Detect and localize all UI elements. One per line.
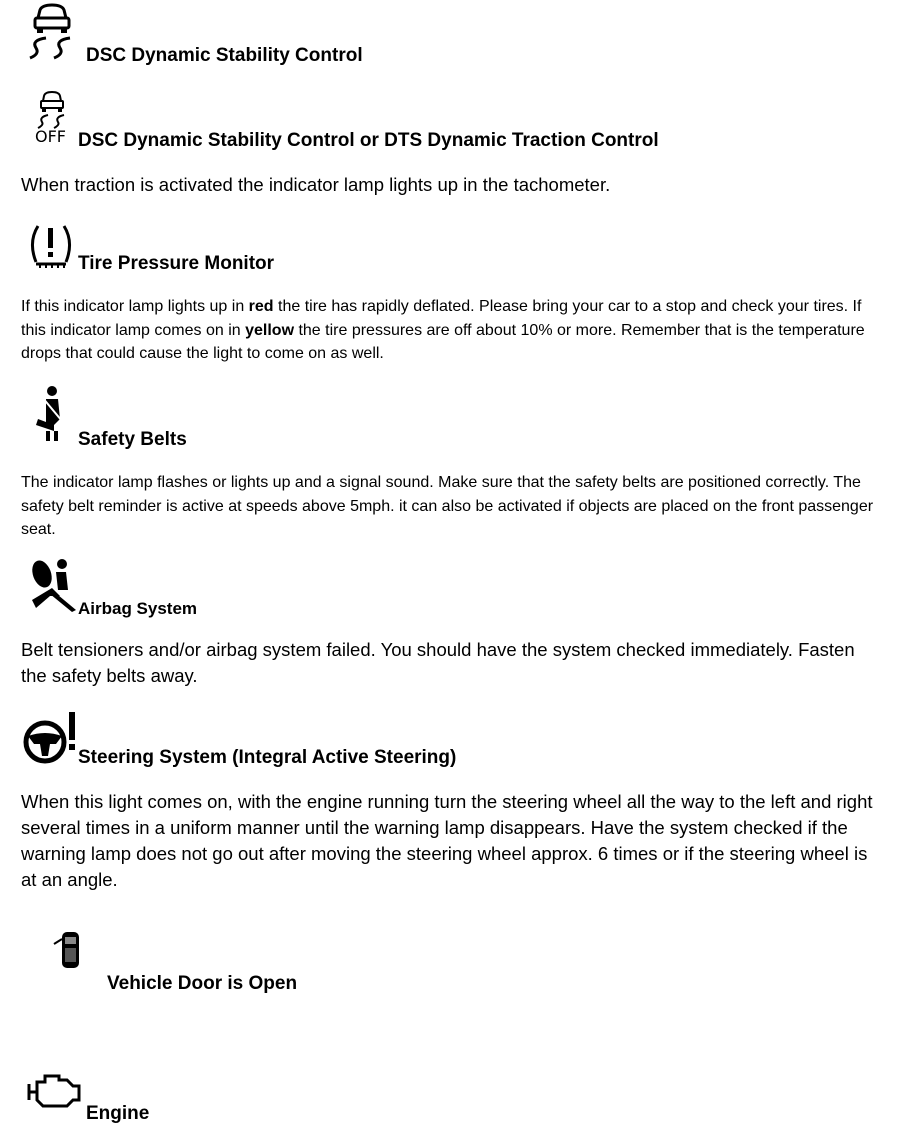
section-body-safety-belts: The indicator lamp flashes or lights up and a signal sound. Make sure that the safety belts are positioned correctly. The safety belt reminder is active at speeds above 5mph. it can also be activated if objects are placed on the front passenger seat.: [21, 474, 874, 538]
section-title-tire-pressure: Tire Pressure Monitor: [78, 253, 275, 274]
dsc-icon: [26, 2, 78, 62]
dsc-off-icon-label: OFF: [35, 127, 66, 146]
engine-icon: [25, 1068, 85, 1110]
seat-belt-icon: [32, 385, 72, 445]
section-body-dsc-dts: When traction is activated the indicator lamp lights up in the tachometer.: [21, 174, 611, 195]
section-title-steering: Steering System (Integral Active Steering): [78, 747, 457, 768]
door-open-icon: [52, 930, 82, 970]
section-body-steering: When this light comes on, with the engine running turn the steering wheel all the way to the left and right several times in a uniform manner until the warning lamp disappears. Have the system checked if the warning lamp does not go out after moving the steering wheel approx. 6 times or if the steering wheel is at an angle.: [21, 791, 873, 890]
airbag-icon: [28, 556, 82, 616]
section-title-safety-belts: Safety Belts: [78, 429, 187, 450]
steering-warning-icon: [22, 710, 82, 766]
section-title-dsc-dts: DSC Dynamic Stability Control or DTS Dynamic Traction Control: [78, 130, 659, 151]
section-title-engine: Engine: [86, 1103, 150, 1124]
section-body-airbag: Belt tensioners and/or airbag system failed. You should have the system checked immediately. Fasten the safety belts away.: [21, 639, 855, 686]
tire-pressure-icon: [26, 222, 76, 270]
section-title-airbag: Airbag System: [78, 599, 198, 618]
section-title-door-open: Vehicle Door is Open: [107, 973, 298, 994]
section-title-dsc: DSC Dynamic Stability Control: [86, 45, 363, 66]
section-body-tire-pressure: If this indicator lamp lights up in red the tire has rapidly deflated. Please bring your car to a stop and check your tires. If this indicator lamp comes on in yellow the tire pressures are off about 10% or more. Remember that is the temperature drops that could cause the light to come on as well.: [21, 298, 865, 362]
